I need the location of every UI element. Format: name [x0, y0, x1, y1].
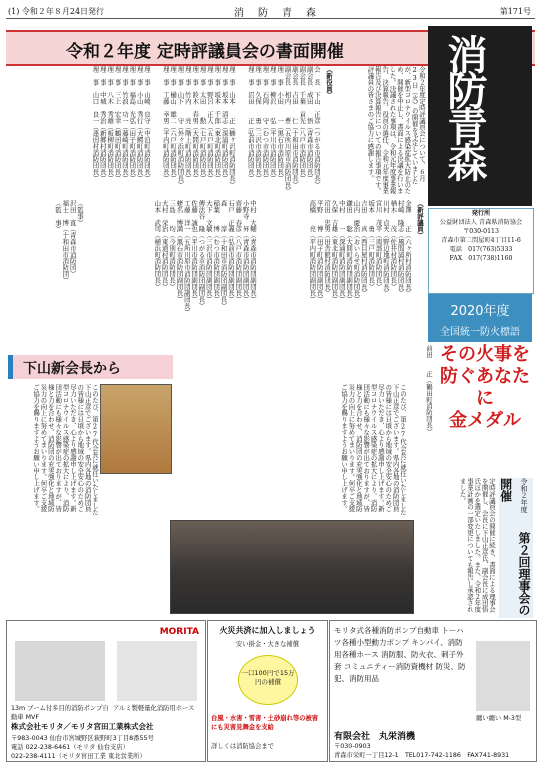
- officer-entry: 理 事 柳沢 弘（平川市消防団長）: [268, 66, 277, 182]
- evaluator-entry: 大村 栄治（東通村消防団長）: [160, 200, 169, 290]
- officer-entry: 理 事 山口 良一（蓬田村消防団長）: [91, 66, 100, 182]
- page-header: [6, 4, 535, 19]
- ad2-note: 詳しくは消防協会まで: [211, 743, 274, 750]
- slogan-box: [428, 294, 532, 342]
- meeting-text: 定時評議員会の開催に続き、書面による理事会を開催し、会長に下山正彦氏、副会長に成田悟氏ほかを選定いたしました。また、令和２年度事業計画の一部変更についても報告し承認されました。: [458, 478, 496, 613]
- evaluator-entry: 鎌田 聡（大間町消防団副団長）: [345, 200, 354, 303]
- evaluators-title: （新評議員）: [416, 200, 424, 239]
- publisher-zip: 〒030-0113: [463, 228, 499, 235]
- evaluator-entry: 中村 大輔（青森市消防団副団長）: [249, 200, 257, 303]
- officer-entry: 理 事 沼田 正（弘前市消防団長）: [246, 66, 255, 182]
- supervisor-entry: （監 事）: [53, 200, 62, 232]
- officer-entry: 理 事 山下 守（外ヶ浜町消防団長）: [176, 66, 185, 188]
- officer-entry: 理 事 中城 秀治（新郷村消防団長）: [98, 66, 107, 182]
- evaluator-entry: 金澤 正（六ヶ所村消防団長）: [404, 200, 412, 296]
- officer-entry: 理 事 工藤 幸男（平内町消防団長）: [161, 66, 170, 182]
- evaluator-entry: 久保 吉雄（東北町消防団副団長）: [330, 200, 339, 303]
- header-left: (1) 令和２年８月24日発行: [8, 7, 105, 16]
- evaluator-entry: 中村 一（深浦町消防団副団長）: [337, 200, 346, 303]
- ad2-sub: 安い掛金・大きな補償: [236, 641, 299, 648]
- header-issue: 第171号: [499, 7, 531, 16]
- sub-heading: [8, 355, 173, 379]
- officer-entry: 理 事 小田 一（黒石市消防団長）: [276, 66, 285, 182]
- ad2-title: 火災共済に加入しましょう: [219, 626, 316, 635]
- publisher-addr: 青森市第二問屋町4丁目11-6: [441, 237, 521, 244]
- header-title: 消 防 青 森: [234, 8, 318, 19]
- meeting-heading-year: 令和２年度: [520, 478, 528, 513]
- greeting-text-b: このたび、第27代会長に就任いたしました下山正彦でございます。県内各地の消防団員の皆様には日頃から地域の安全安心のためご尽力いただき、心より感謝申し上げます。新型コロナウイルス感染症の拡大により、消防団活動にも様々な影響が出ておりますが、皆様と力を合わせ、消防団の充実強化と地域防災力の向上に努めてまいります。何卒ご支援ご協力を賜りますようお願い申し上げます。: [340, 384, 407, 516]
- evaluator-entry: 石戸 正義（弘前市消防団副団長）: [226, 200, 235, 303]
- note-column: 前田 正（鶴田町消防団長）: [425, 345, 433, 435]
- slogan-year: 2020年度: [450, 304, 510, 319]
- evaluator-entry: 山内 慶治（おいらせ町消防団長）: [352, 200, 361, 303]
- officer-entry: 理 事 福島 光弘（田子町消防団長）: [128, 66, 137, 182]
- evaluator-entry: 小野寺 昇（青森市消防団副団長）: [241, 200, 250, 303]
- ad3-text: モリタ式各種消防ポンプ自動車 トーハツ各種小型動力ポンプ キンパイ、消防用各種ホース 消防服、防火衣、刺子外套 コミュニティー消防資機材 防災、防犯、消防用品: [334, 626, 466, 683]
- ad1-caption2: アルミ製軽量化消防用ホース: [113, 705, 195, 712]
- officer-entry: 理 事 山本 正（鰺ヶ沢町消防団長）: [228, 66, 236, 188]
- evaluator-entry: 平野 博（田子町消防団副団長）: [315, 200, 324, 303]
- chairman-photo: [100, 384, 172, 474]
- evaluator-entry: 佐藤 誠也（平川市消防団副団長）: [190, 200, 199, 303]
- ad1-truck-image: [15, 641, 105, 701]
- ad-morita: [6, 620, 206, 762]
- publisher-tel: 電話 017(763)5333: [449, 246, 513, 253]
- officer-entry: 理 事 久保 勇（三沢市消防団長）: [254, 66, 263, 182]
- officer-entry: 副会長 千葉 貢光（八戸市消防団長）: [298, 66, 307, 182]
- ad1-tel2: 022-238-4111（モリタ宮田工業 東北営業所）: [11, 753, 146, 760]
- supervisor-entry: 沢田 直（青森市消防団）: [68, 200, 77, 277]
- officer-entry: 会 長 下山 正彦（つがる市消防団長）: [313, 66, 321, 188]
- officer-entry: 理 事 樋山 雄二（六戸町消防団長）: [169, 66, 178, 182]
- ad2-body: 台風・水害・雪害・土砂崩れ等の被害にも災害見舞金を支給: [211, 715, 319, 731]
- officers-col3: [80, 66, 150, 196]
- ad3-caption: 纏い纏い M-3型: [476, 715, 522, 722]
- officer-entry: 理 事 石岡 守（むつ市消防団長）: [261, 66, 270, 182]
- ad2-price: 一口100円で15万円の補償: [238, 655, 298, 705]
- officer-entry: 副会長 吉田 仁（十和田市消防団長）: [290, 66, 299, 188]
- officers-col2: [155, 66, 235, 196]
- fire-slogan-line1: その火事を: [440, 344, 530, 365]
- supervisor-entry: （監事）: [76, 200, 84, 226]
- officer-entry: 理 事 三上 宏幸（鶴田町消防団長）: [113, 66, 122, 182]
- evaluator-entry: 大下 文敏（三沢市消防団副団長）: [204, 200, 213, 303]
- officer-entry: 理 事 竹浪 功一（藤崎町消防団長）: [120, 66, 129, 182]
- greeting-text-a: このたび、第27代会長に就任いたしました下山正彦でございます。県内各地の消防団員の皆様には日頃から地域の安全安心のためご尽力いただき、心より感謝申し上げます。新型コロナウイルス感染症の拡大により、消防団活動にも様々な影響が出ておりますが、皆様と力を合わせ、消防団の充実強化と地域防災力の向上に努めてまいります。何卒ご支援ご協力を賜りますようお願い申し上げます。: [32, 384, 99, 516]
- ad1-addr: 〒983-0043 仙台市宮城野区萩野町3丁目8番55号: [11, 735, 154, 742]
- evaluator-entry: 森 淳（十和田市消防団副団長）: [219, 200, 228, 309]
- officer-entry: 理 事 竹内 亮（階上町消防団長）: [183, 66, 192, 182]
- evaluator-entry: 工藤 洋一（五所川原市消防団副団長）: [182, 200, 191, 316]
- ad1-hose-image: [117, 641, 197, 701]
- evaluator-entry: 村崎 隆志（風間浦村消防団長）: [396, 200, 405, 296]
- ad3-zip: 〒030-0903: [334, 743, 371, 750]
- officer-entry: 理 事 鈴木 春男（大間町消防団長）: [191, 66, 200, 182]
- meeting-section: [417, 478, 533, 618]
- officer-entry: 理 事 太田 勲（七戸町消防団長）: [198, 66, 207, 182]
- evaluator-entry: 川村 貞夫（野辺地町消防団長）: [381, 200, 390, 296]
- evaluator-entry: 蛯名 博満（黒石市消防団副団長）: [175, 200, 184, 303]
- fire-slogan: [438, 344, 532, 464]
- officer-entry: 理 事 野呂 正人（五戸町消防団長）: [205, 66, 214, 182]
- evaluator-entry: 楢木 茂（佐井村消防団長）: [389, 200, 398, 290]
- slogan-text: 全国統一防火標語: [440, 327, 520, 338]
- publisher-label: 発行所: [471, 210, 491, 217]
- supervisor-entry: 福士 博（十和田市消防団）: [61, 200, 70, 284]
- officers-col1: [240, 66, 320, 196]
- masthead-logo: [428, 26, 532, 206]
- evaluator-entry: 山本 武司（横浜町消防団長）: [153, 200, 162, 290]
- evaluator-entry: 稲葉 博（むつ市消防団副団長）: [212, 200, 221, 303]
- evaluator-entry: 高橋 亮（平内町消防団副団長）: [308, 200, 317, 303]
- ad3-company: 有限会社 丸栄消機: [334, 732, 416, 742]
- evaluator-entry: 沼田 忠男（田舎館村消防団長）: [323, 200, 332, 296]
- publisher-org: 公益財団法人 青森県消防協会: [439, 219, 523, 226]
- evaluator-entry: 坂本 勇（三戸町消防団長）: [367, 200, 376, 290]
- ad-kyosai: [207, 620, 328, 762]
- officers-title: （新役員）: [325, 66, 333, 98]
- ad3-matoi-image: [476, 641, 530, 711]
- sub-heading-text: 下山新会長から: [23, 361, 121, 377]
- evaluator-entry: 傳法谷 隆（つがる市消防団副団長）: [197, 200, 206, 309]
- group-photo: [170, 520, 414, 614]
- fire-slogan-line3: 金メダル: [449, 410, 521, 431]
- evaluator-entry: 宮川 茂平（南部町消防団長）: [374, 200, 383, 290]
- ad1-company: 株式会社モリタ／モリタ宮田工業株式会社: [11, 722, 154, 731]
- meeting-heading: 第２回理事会の開催: [498, 478, 531, 616]
- intro-text: 令和２年度定時評議員会について、６月23日（火）の開催を予定していましたが、新型コロナウイルス感染症拡大防止のため、開催を中止し、書面による決議を行いました。決議された事項は、令和元年度事業報告、決算報告、役員の選任、令和元年度事業報告及び決算報告についての報告事項です。評議員の皆さまのご協力に感謝します。: [366, 66, 426, 194]
- ad1-caption1: 13m ブーム付多目的消防ポンプ自動車 MVF: [11, 705, 109, 721]
- officer-entry: 理 事 八木 秀雄（板柳町消防団長）: [106, 66, 115, 182]
- publisher-fax: FAX 017(738)1160: [449, 255, 513, 262]
- ad-maruei: [329, 620, 537, 762]
- officer-entry: 理 事 小山 秀行（大鰐町消防団長）: [135, 66, 144, 182]
- officer-entry: 理 事 山崎 良守（中泊町消防団長）: [143, 66, 151, 182]
- officer-entry: 理 事 坂本 千郎（東北町消防団長）: [213, 66, 222, 182]
- evaluator-entry: 三島 均（今別町消防団長）: [168, 200, 177, 290]
- banner-title: 令和２年度 定時評議員会の書面開催: [66, 42, 344, 62]
- officer-entry: 理 事 坂本 清志（深浦町消防団長）: [220, 66, 229, 182]
- supervisors: [43, 200, 83, 350]
- officer-entry: 副会長 成田 悟（青森市消防団長）: [305, 66, 314, 182]
- logo-text: 消防青森: [441, 34, 488, 178]
- officer-entry: 副会長 相内 豊（五所川原市消防団長）: [283, 66, 292, 194]
- publisher-box: [428, 208, 534, 294]
- evaluators-col-a: [261, 200, 411, 350]
- fire-slogan-line2: 防ぐあなたに: [440, 366, 530, 409]
- evaluator-entry: 吉田 真（西目屋村消防団長）: [359, 200, 368, 296]
- ad3-addr: 青森市栄町一丁目12-1 TEL017-742-1186 FAX741-8931: [334, 752, 510, 759]
- evaluator-entry: 齊藤 春彦（八戸市消防団副団長）: [234, 200, 243, 303]
- evaluators-col-b: [88, 200, 256, 350]
- ad1-tel1: 電話 022-238-6461（モリタ 仙台支店）: [11, 744, 129, 751]
- ad1-logo: MORITA: [159, 627, 199, 637]
